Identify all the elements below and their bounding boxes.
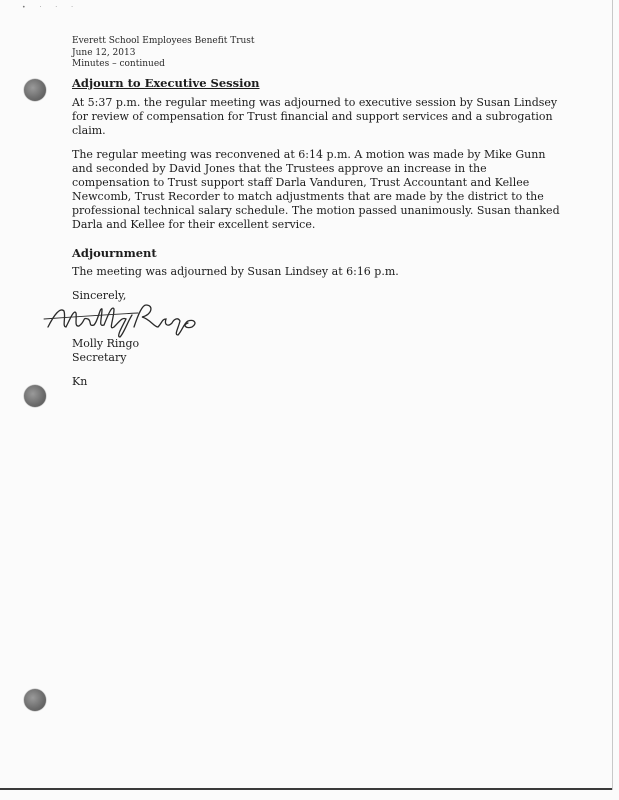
signer-title: Secretary (72, 351, 127, 364)
punch-hole-middle (24, 385, 46, 407)
paragraph-adjournment: The meeting was adjourned by Susan Lindsey at 6:16 p.m. (72, 265, 399, 278)
paragraph-reconvened: The regular meeting was reconvened at 6:14 p.m. A motion was made by Mike Gunn and seconded by David Jones that the Trustees approve an increase in the compensation to Trust support staff Darla Vanduren, Trust Accountant and Kellee Newcomb, Trust Recorder to match adjustments that are made by the district to the professional technical salary schedule. The motion passed unanimously. Susan thanked Darla and Kellee for their excellent service. (72, 148, 560, 231)
section-title-adjournment: Adjournment (72, 246, 157, 260)
punch-hole-top (24, 79, 46, 101)
header-org: Everett School Employees Benefit Trust (72, 36, 255, 46)
closing-text: Sincerely, (72, 289, 127, 302)
signature-block (72, 289, 562, 389)
document-header (72, 36, 255, 71)
document-body (72, 76, 562, 389)
signer-info (72, 337, 562, 365)
punch-hole-bottom (24, 689, 46, 711)
handwritten-signature (42, 297, 212, 341)
typist-initials: Kn (72, 375, 88, 388)
page-edge-bottom (0, 788, 612, 790)
signer-name: Molly Ringo (72, 337, 140, 350)
scan-marks: • · · · (22, 4, 79, 11)
page-edge-right (612, 0, 613, 790)
section-title-executive-session: Adjourn to Executive Session (72, 76, 260, 90)
header-date: June 12, 2013 (72, 47, 136, 58)
paragraph-executive-session: At 5:37 p.m. the regular meeting was adjourned to executive session by Susan Lindsey for review of compensation for Trust financial and support services and a subrogation claim. (72, 96, 558, 137)
header-doc: Minutes – continued (72, 59, 165, 69)
